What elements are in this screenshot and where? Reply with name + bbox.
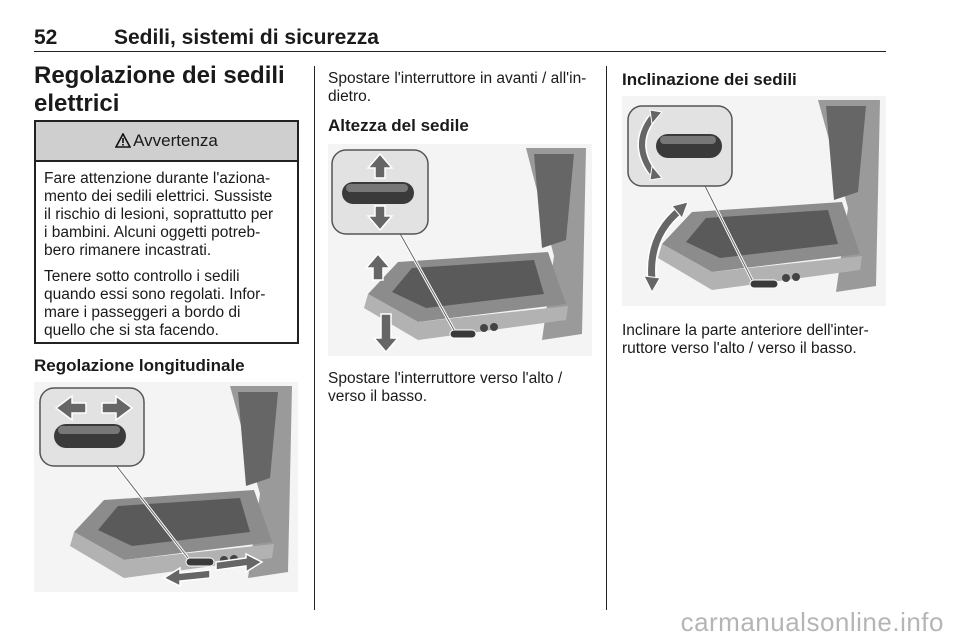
- text-line: Tenere sotto controllo i sedili: [44, 268, 240, 285]
- page-header: [34, 26, 886, 52]
- page-number: 52: [34, 26, 58, 49]
- text-line: Inclinare la parte anteriore dell'inter-: [622, 322, 869, 339]
- text-line: Spostare l'interruttore verso l'alto /: [328, 370, 563, 387]
- seat-height-illustration: [328, 144, 592, 356]
- subsection-title: Regolazione longitudinale: [34, 356, 245, 375]
- heading-line: elettrici: [34, 90, 120, 117]
- column-divider: [314, 66, 315, 610]
- warning-body: [36, 162, 297, 340]
- text-line: Fare attenzione durante l'aziona-: [44, 170, 271, 187]
- warning-triangle-icon: [115, 122, 131, 160]
- subsection-title: Inclinazione dei sedili: [622, 70, 797, 89]
- section-heading: [34, 62, 304, 118]
- text-line: ruttore verso l'alto / verso il basso.: [622, 340, 857, 357]
- text-line: mento dei sedili elettrici. Sussiste: [44, 188, 273, 205]
- heading-line: Regolazione dei sedili: [34, 62, 285, 89]
- seat-tilt-illustration: [622, 96, 886, 306]
- text-line: verso il basso.: [328, 388, 428, 405]
- text-line: il rischio di lesioni, soprattutto per: [44, 206, 274, 223]
- text-line: quello che si sta facendo.: [44, 322, 219, 339]
- text-line: bero rimanere incastrati.: [44, 242, 212, 259]
- seat-longitudinal-illustration: [34, 382, 298, 592]
- text-line: i bambini. Alcuni oggetti potreb-: [44, 224, 261, 241]
- warning-box: [34, 120, 299, 344]
- text-line: Spostare l'interruttore in avanti / all'in-: [328, 70, 587, 87]
- text-line: dietro.: [328, 88, 372, 105]
- figure-caption: [328, 370, 600, 406]
- figure-caption: [622, 322, 892, 358]
- body-text: [328, 70, 600, 106]
- watermark: carmanualsonline.info: [680, 607, 944, 637]
- subsection-title: Altezza del sedile: [328, 116, 469, 135]
- warning-paragraph: [44, 170, 289, 260]
- text-line: quando essi sono regolati. Infor-: [44, 286, 266, 303]
- warning-header: [36, 122, 297, 162]
- chapter-title: Sedili, sistemi di sicurezza: [114, 26, 379, 49]
- warning-title: Avvertenza: [133, 131, 218, 150]
- column-divider: [606, 66, 607, 610]
- text-line: mare i passeggeri a bordo di: [44, 304, 241, 321]
- warning-paragraph: [44, 268, 289, 340]
